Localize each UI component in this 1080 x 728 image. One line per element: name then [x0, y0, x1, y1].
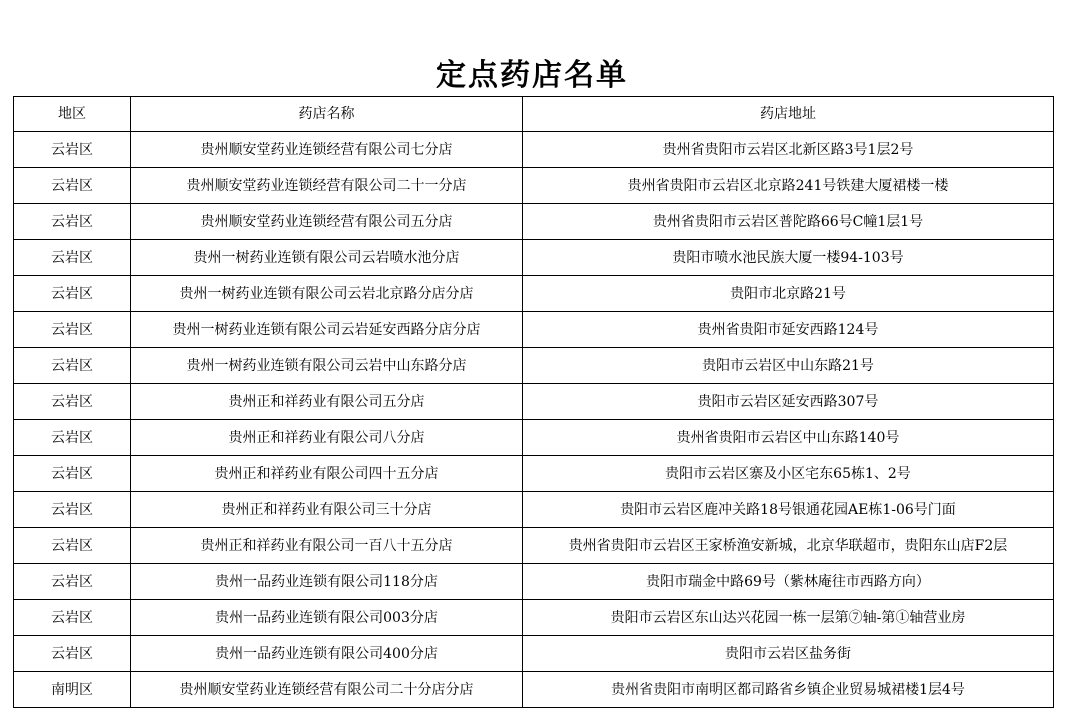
table-row [14, 204, 1054, 240]
cell-pharmacy-name: 贵州一树药业连锁有限公司云岩中山东路分店 [131, 348, 523, 384]
cell-district: 云岩区 [14, 636, 131, 672]
table-row [14, 312, 1054, 348]
cell-pharmacy-name: 贵州一树药业连锁有限公司云岩延安西路分店分店 [131, 312, 523, 348]
table-row [14, 636, 1054, 672]
cell-pharmacy-name: 贵州正和祥药业有限公司三十分店 [131, 492, 523, 528]
table-row [14, 168, 1054, 204]
cell-pharmacy-name: 贵州正和祥药业有限公司四十五分店 [131, 456, 523, 492]
cell-district: 云岩区 [14, 456, 131, 492]
cell-district: 云岩区 [14, 312, 131, 348]
table-row [14, 348, 1054, 384]
pharmacy-table [13, 96, 1054, 708]
cell-pharmacy-name: 贵州顺安堂药业连锁经营有限公司二十分店分店 [131, 672, 523, 708]
cell-pharmacy-name: 贵州顺安堂药业连锁经营有限公司五分店 [131, 204, 523, 240]
table-header-row [14, 97, 1054, 132]
cell-pharmacy-name: 贵州正和祥药业有限公司五分店 [131, 384, 523, 420]
cell-district: 云岩区 [14, 204, 131, 240]
table-row [14, 672, 1054, 708]
cell-pharmacy-address: 贵州省贵阳市云岩区北新区路3号1层2号 [523, 132, 1054, 168]
cell-district: 云岩区 [14, 528, 131, 564]
cell-district: 南明区 [14, 672, 131, 708]
cell-pharmacy-name: 贵州顺安堂药业连锁经营有限公司二十一分店 [131, 168, 523, 204]
cell-pharmacy-address: 贵阳市云岩区盐务街 [523, 636, 1054, 672]
table-row [14, 564, 1054, 600]
cell-pharmacy-name: 贵州一树药业连锁有限公司云岩北京路分店分店 [131, 276, 523, 312]
header-pharmacy-name: 药店名称 [131, 97, 523, 132]
cell-pharmacy-address: 贵州省贵阳市云岩区普陀路66号C幢1层1号 [523, 204, 1054, 240]
cell-pharmacy-address: 贵州省贵阳市云岩区王家桥渔安新城，北京华联超市，贵阳东山店F2层 [523, 528, 1054, 564]
cell-district: 云岩区 [14, 276, 131, 312]
cell-district: 云岩区 [14, 348, 131, 384]
table-row [14, 456, 1054, 492]
cell-pharmacy-name: 贵州正和祥药业有限公司八分店 [131, 420, 523, 456]
cell-district: 云岩区 [14, 564, 131, 600]
table-row [14, 420, 1054, 456]
cell-district: 云岩区 [14, 168, 131, 204]
cell-pharmacy-name: 贵州一品药业连锁有限公司003分店 [131, 600, 523, 636]
cell-district: 云岩区 [14, 420, 131, 456]
cell-pharmacy-name: 贵州正和祥药业有限公司一百八十五分店 [131, 528, 523, 564]
cell-pharmacy-address: 贵州省贵阳市云岩区北京路241号铁建大厦裙楼一楼 [523, 168, 1054, 204]
cell-pharmacy-address: 贵州省贵阳市云岩区中山东路140号 [523, 420, 1054, 456]
cell-district: 云岩区 [14, 240, 131, 276]
cell-pharmacy-name: 贵州一品药业连锁有限公司118分店 [131, 564, 523, 600]
cell-pharmacy-address: 贵州省贵阳市南明区都司路省乡镇企业贸易城裙楼1层4号 [523, 672, 1054, 708]
table-row [14, 276, 1054, 312]
header-pharmacy-address: 药店地址 [523, 97, 1054, 132]
cell-district: 云岩区 [14, 384, 131, 420]
table-row [14, 492, 1054, 528]
cell-district: 云岩区 [14, 600, 131, 636]
table-row [14, 528, 1054, 564]
table-row [14, 240, 1054, 276]
cell-pharmacy-address: 贵阳市云岩区寨及小区宅东65栋1、2号 [523, 456, 1054, 492]
table-row [14, 384, 1054, 420]
cell-pharmacy-name: 贵州顺安堂药业连锁经营有限公司七分店 [131, 132, 523, 168]
cell-district: 云岩区 [14, 132, 131, 168]
page-title: 定点药店名单 [436, 58, 628, 94]
cell-pharmacy-address: 贵阳市北京路21号 [523, 276, 1054, 312]
table-row [14, 132, 1054, 168]
cell-pharmacy-address: 贵阳市云岩区东山达兴花园一栋一层第⑦轴-第①轴营业房 [523, 600, 1054, 636]
cell-pharmacy-name: 贵州一树药业连锁有限公司云岩喷水池分店 [131, 240, 523, 276]
header-district: 地区 [14, 97, 131, 132]
cell-pharmacy-address: 贵阳市云岩区鹿冲关路18号银通花园AE栋1-06号门面 [523, 492, 1054, 528]
cell-pharmacy-name: 贵州一品药业连锁有限公司400分店 [131, 636, 523, 672]
cell-pharmacy-address: 贵州省贵阳市延安西路124号 [523, 312, 1054, 348]
cell-pharmacy-address: 贵阳市云岩区延安西路307号 [523, 384, 1054, 420]
cell-pharmacy-address: 贵阳市云岩区中山东路21号 [523, 348, 1054, 384]
cell-pharmacy-address: 贵阳市喷水池民族大厦一楼94-103号 [523, 240, 1054, 276]
cell-pharmacy-address: 贵阳市瑞金中路69号（紫林庵往市西路方向） [523, 564, 1054, 600]
table-row [14, 600, 1054, 636]
cell-district: 云岩区 [14, 492, 131, 528]
